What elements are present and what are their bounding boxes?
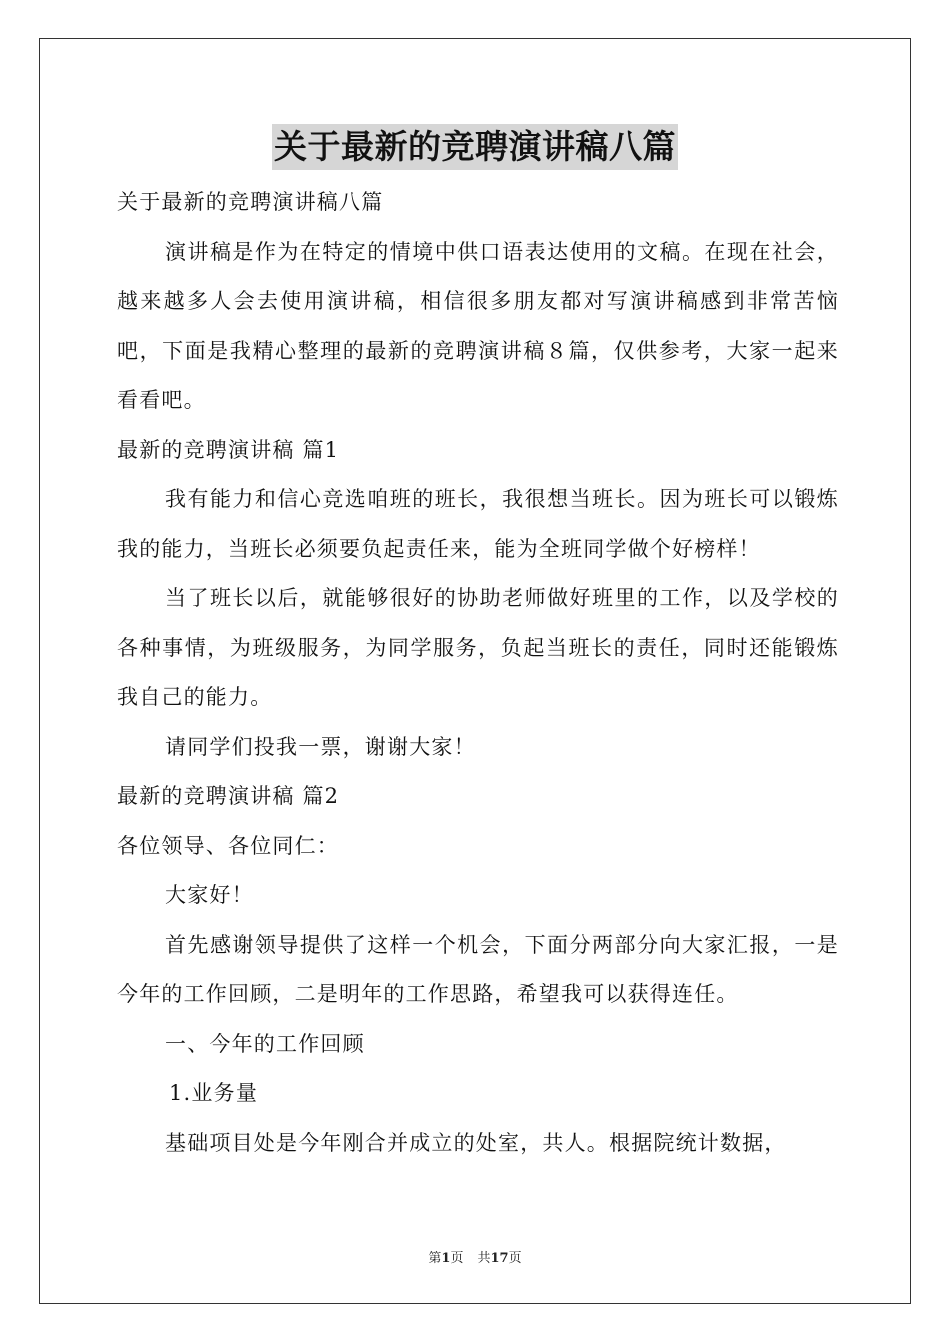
paragraph: 各位领导、各位同仁：	[117, 833, 339, 858]
page-total: 17	[490, 1251, 509, 1266]
section-heading: 最新的竞聘演讲稿 篇2	[117, 784, 340, 808]
document-title: 关于最新的竞聘演讲稿八篇	[272, 124, 678, 170]
paragraph: 基础项目处是今年刚合并成立的处室，共人。根据院统计数据，	[165, 1130, 787, 1155]
paragraph: 演讲稿是作为在特定的情境中供口语表达使用的文稿。在现在社会，越来越多人会去使用演讲稿，相信很多朋友都对写演讲稿感到非常苦恼吧，下面是我精心整理的最新的竞聘演讲稿８篇，仅供参考，大家一起来看看吧。	[117, 239, 839, 412]
document-body	[117, 178, 839, 1168]
section-heading: 最新的竞聘演讲稿 篇1	[117, 437, 340, 462]
paragraph: 关于最新的竞聘演讲稿八篇	[117, 190, 384, 214]
page-footer	[0, 1247, 950, 1266]
list-item-heading: 1.业务量	[169, 1081, 259, 1105]
page-prefix: 第	[428, 1251, 442, 1266]
paragraph: 大家好！	[165, 883, 254, 907]
paragraph: 首先感谢领导提供了这样一个机会，下面分两部分向大家汇报，一是今年的工作回顾，二是明年的工作思路，希望我可以获得连任。	[117, 932, 839, 1006]
subsection-heading: 一、今年的工作回顾	[165, 1031, 365, 1056]
page-suffix: 页	[450, 1251, 464, 1266]
page-current: 1	[441, 1251, 451, 1266]
title-container	[0, 124, 950, 170]
paragraph: 当了班长以后，就能够很好的协助老师做好班里的工作，以及学校的各种事情，为班级服务，为同学服务，负起当班长的责任，同时还能锻炼我自己的能力。	[117, 586, 839, 709]
total-suffix: 页	[508, 1251, 522, 1266]
paragraph: 我有能力和信心竞选咱班的班长，我很想当班长。因为班长可以锻炼我的能力，当班长必须要负起责任来，能为全班同学做个好榜样！	[117, 487, 839, 561]
total-prefix: 共	[477, 1251, 491, 1266]
paragraph: 请同学们投我一票，谢谢大家！	[165, 734, 476, 759]
